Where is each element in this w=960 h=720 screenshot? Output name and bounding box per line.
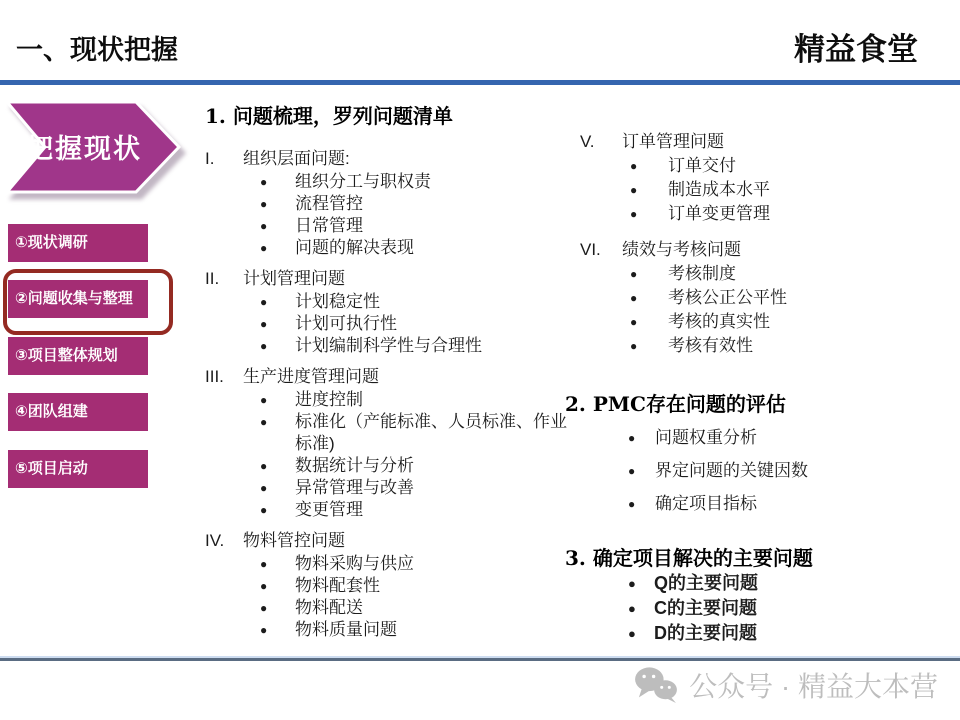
problem-group-organization xyxy=(205,147,567,259)
list-item: ● 异常管理与改善 xyxy=(205,477,567,499)
bullet-icon xyxy=(628,459,655,483)
bullet-icon xyxy=(260,193,295,215)
bullet-icon xyxy=(260,335,295,357)
list-item: ● 物料采购与供应 xyxy=(205,553,567,575)
bullet-icon xyxy=(630,178,668,202)
list-item: ● 标准化（产能标准、人员标准、作业标准) xyxy=(205,411,567,455)
section2 xyxy=(565,388,957,516)
list-item: ● 考核的真实性 xyxy=(565,310,957,334)
bullet-icon xyxy=(630,310,668,334)
problem-group-material xyxy=(205,529,567,641)
wechat-icon xyxy=(633,666,679,704)
bullet-icon xyxy=(260,291,295,313)
list-item: ● 问题权重分析 xyxy=(565,426,957,450)
group-heading: 组织层面问题: xyxy=(243,149,350,168)
bullet-icon xyxy=(630,334,668,358)
watermark-text: 公众号 · 精益大本营 xyxy=(689,671,938,702)
bullet-icon xyxy=(260,553,295,575)
list-item: ● 考核制度 xyxy=(565,262,957,286)
group-heading: 计划管理问题 xyxy=(243,269,345,288)
bullet-icon xyxy=(628,571,654,596)
bullet-icon xyxy=(260,575,295,597)
bullet-icon xyxy=(260,389,295,411)
list-item: ● 问题的解决表现 xyxy=(205,237,567,259)
list-item: ● 制造成本水平 xyxy=(565,178,957,202)
bullet-icon xyxy=(628,621,654,646)
list-item: ● 物料质量问题 xyxy=(205,619,567,641)
page-title: 一、现状把握 xyxy=(16,35,178,65)
group-numeral: VI. xyxy=(580,240,601,259)
problem-group-planning xyxy=(205,267,567,357)
problem-group-order xyxy=(565,130,957,226)
group-heading: 生产进度管理问题 xyxy=(243,367,379,386)
bullet-icon xyxy=(260,455,295,477)
bullet-icon xyxy=(260,171,295,193)
list-item: ● 组织分工与职权责 xyxy=(205,171,567,193)
footer-divider xyxy=(0,658,960,661)
bullet-icon xyxy=(630,154,668,178)
group-heading: 绩效与考核问题 xyxy=(622,240,741,259)
problem-group-production-progress xyxy=(205,365,567,521)
bullet-icon xyxy=(260,237,295,259)
list-item: ● 考核公正公平性 xyxy=(565,286,957,310)
group-numeral: IV. xyxy=(205,531,225,550)
group-numeral: V. xyxy=(580,132,595,151)
group-numeral: I. xyxy=(205,149,215,168)
bullet-icon xyxy=(628,596,654,621)
list-item: ● D的主要问题 xyxy=(565,621,957,646)
bullet-icon xyxy=(260,477,295,499)
list-item: ● 计划稳定性 xyxy=(205,291,567,313)
list-item: ● 数据统计与分析 xyxy=(205,455,567,477)
list-item: ● 订单交付 xyxy=(565,154,957,178)
group-heading: 物料管控问题 xyxy=(243,531,345,550)
group-numeral: II. xyxy=(205,269,220,288)
sidebar-item-step3[interactable]: ③项目整体规划 xyxy=(8,337,148,375)
bullet-icon xyxy=(630,262,668,286)
watermark xyxy=(633,665,938,705)
group-numeral: III. xyxy=(205,367,224,386)
problem-list-right-column xyxy=(565,130,957,646)
problem-list-left-column xyxy=(205,100,567,649)
bullet-icon xyxy=(628,426,655,450)
list-item: ● 物料配套性 xyxy=(205,575,567,597)
header-divider xyxy=(0,80,960,85)
bullet-icon xyxy=(260,619,295,641)
bullet-icon xyxy=(260,411,295,455)
section3-title: 3. 确定项目解决的主要问题 xyxy=(565,546,813,570)
bullet-icon xyxy=(628,492,655,516)
section2-title: 2. PMC存在问题的评估 xyxy=(565,392,786,416)
list-item: ● C的主要问题 xyxy=(565,596,957,621)
list-item: ● 计划可执行性 xyxy=(205,313,567,335)
list-item: ● 物料配送 xyxy=(205,597,567,619)
bullet-icon xyxy=(630,286,668,310)
list-item: ● 界定问题的关键因数 xyxy=(565,459,957,483)
brand-title: 精益食堂 xyxy=(794,32,918,67)
list-item: ● 计划编制科学性与合理性 xyxy=(205,335,567,357)
sidebar-item-step1[interactable]: ①现状调研 xyxy=(8,224,148,262)
list-item: ● 进度控制 xyxy=(205,389,567,411)
sidebar-item-step5[interactable]: ⑤项目启动 xyxy=(8,450,148,488)
problem-group-performance xyxy=(565,238,957,358)
sidebar-item-step2[interactable]: ②问题收集与整理 xyxy=(8,280,148,318)
sidebar-item-step4[interactable]: ④团队组建 xyxy=(8,393,148,431)
bullet-icon xyxy=(260,597,295,619)
list-item: ● 变更管理 xyxy=(205,499,567,521)
bullet-icon xyxy=(260,215,295,237)
section1-title: 1. 问题梳理，罗列问题清单 xyxy=(205,104,453,128)
list-item: ● 确定项目指标 xyxy=(565,492,957,516)
group-heading: 订单管理问题 xyxy=(622,132,724,151)
section3 xyxy=(565,542,957,646)
banner-label: 把握现状 xyxy=(26,134,142,164)
list-item: ● 流程管控 xyxy=(205,193,567,215)
list-item: ● 考核有效性 xyxy=(565,334,957,358)
bullet-icon xyxy=(630,202,668,226)
list-item: ● 订单变更管理 xyxy=(565,202,957,226)
list-item: ● Q的主要问题 xyxy=(565,571,957,596)
bullet-icon xyxy=(260,499,295,521)
bullet-icon xyxy=(260,313,295,335)
list-item: ● 日常管理 xyxy=(205,215,567,237)
